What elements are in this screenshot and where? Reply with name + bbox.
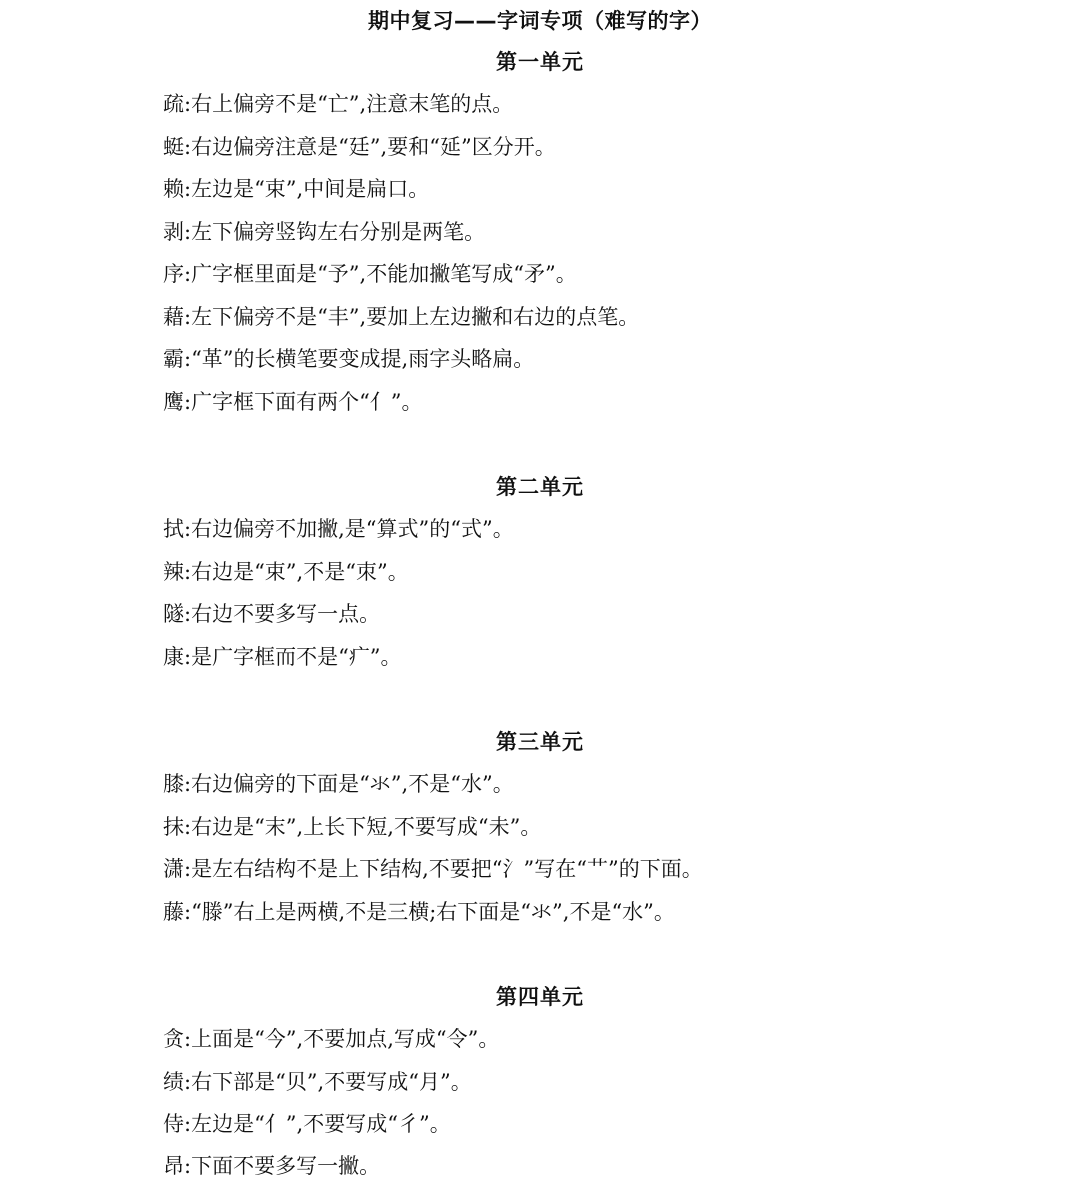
entry-unit4-4: 昂:下面不要多写一撇。 (163, 1154, 381, 1178)
entry-unit1-1: 疏:右上偏旁不是“亡”,注意末笔的点。 (163, 92, 514, 116)
entry-unit4-1: 贪:上面是“今”,不要加点,写成“令”。 (163, 1027, 500, 1051)
entry-unit3-3: 潇:是左右结构不是上下结构,不要把“氵”写在“艹”的下面。 (163, 857, 703, 881)
entry-unit2-1: 拭:右边偏旁不加撇,是“算式”的“式”。 (163, 517, 514, 541)
document-title: 期中复习——字词专项（难写的字） (368, 9, 712, 33)
entry-unit1-2: 蜓:右边偏旁注意是“廷”,要和“延”区分开。 (163, 135, 556, 159)
entry-unit1-6: 藉:左下偏旁不是“丰”,要加上左边撇和右边的点笔。 (163, 305, 640, 329)
entry-unit1-8: 鹰:广字框下面有两个“亻”。 (163, 390, 423, 414)
entry-unit1-5: 序:广字框里面是“予”,不能加撇笔写成“矛”。 (163, 262, 577, 286)
entry-unit2-4: 康:是广字框而不是“疒”。 (163, 645, 402, 669)
entry-unit2-2: 辣:右边是“束”,不是“朿”。 (163, 560, 409, 584)
entry-unit2-3: 隧:右边不要多写一点。 (163, 602, 381, 626)
unit-heading-4: 第四单元 (496, 985, 584, 1009)
entry-unit1-3: 赖:左边是“束”,中间是扁口。 (163, 177, 430, 201)
unit-heading-2: 第二单元 (496, 475, 584, 499)
entry-unit1-4: 剥:左下偏旁竖钩左右分别是两笔。 (163, 220, 486, 244)
entry-unit3-2: 抹:右边是“末”,上长下短,不要写成“未”。 (163, 815, 542, 839)
entry-unit4-3: 侍:左边是“亻”,不要写成“彳”。 (163, 1112, 451, 1136)
unit-heading-1: 第一单元 (496, 50, 584, 74)
entry-unit1-7: 霸:“革”的长横笔要变成提,雨字头略扁。 (163, 347, 535, 371)
entry-unit3-1: 膝:右边偏旁的下面是“氺”,不是“水”。 (163, 772, 514, 796)
entry-unit4-2: 绩:右下部是“贝”,不要写成“月”。 (163, 1070, 472, 1094)
unit-heading-3: 第三单元 (496, 730, 584, 754)
entry-unit3-4: 藤:“滕”右上是两横,不是三横;右下面是“氺”,不是“水”。 (163, 900, 675, 924)
